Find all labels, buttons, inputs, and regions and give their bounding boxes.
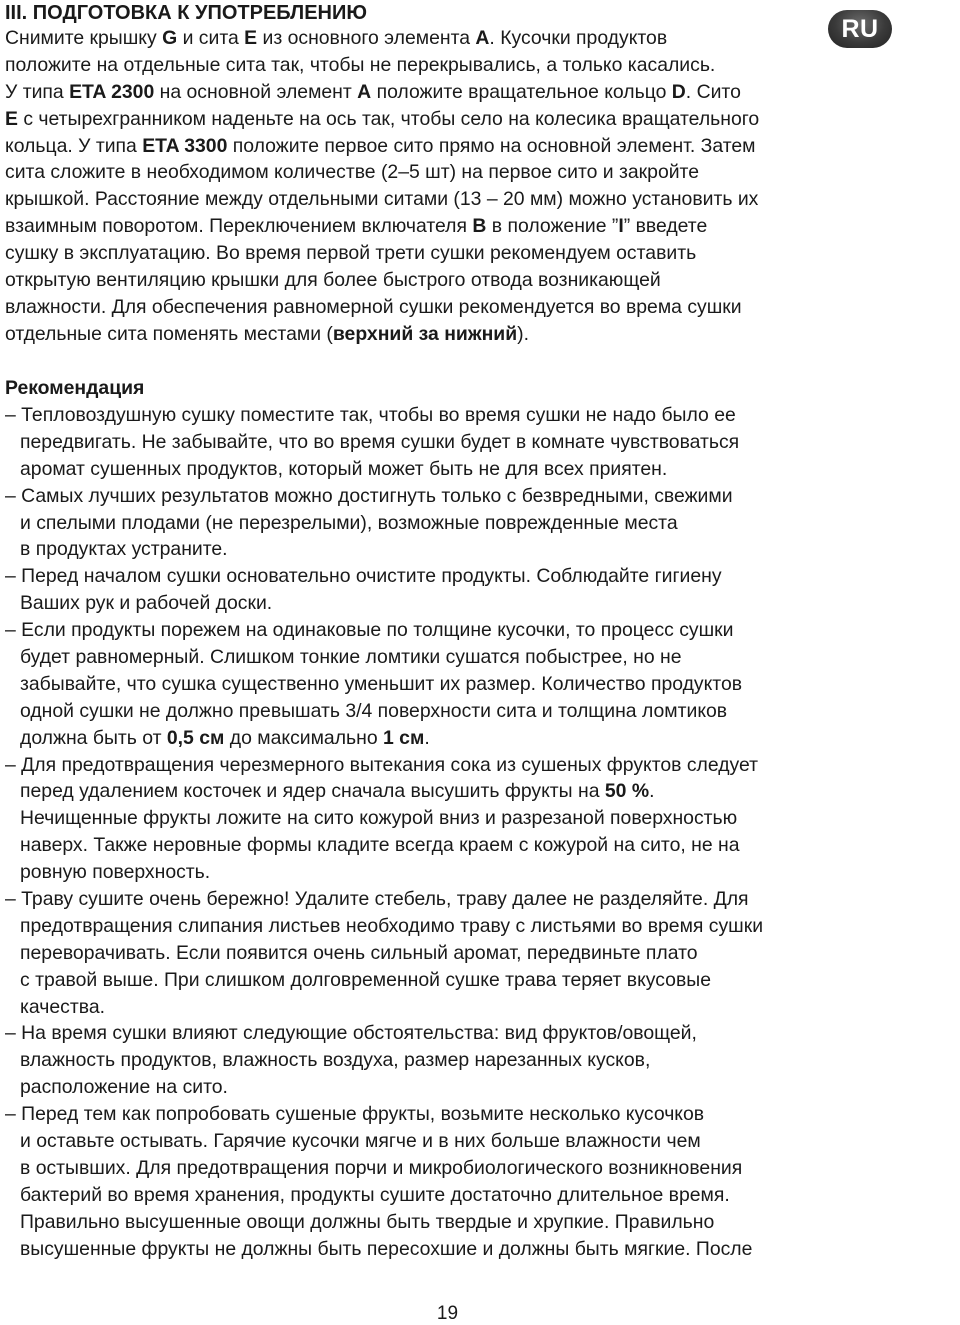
bold-text-run: G [162, 27, 178, 49]
text-run: сита сложите в необходимом количестве (2–5 шт) на первое сито и закройте [5, 161, 700, 184]
text-run: в положение ” [486, 215, 619, 238]
list-item-continuation [5, 429, 955, 456]
list-item-continuation [5, 1155, 955, 1182]
text-run: положите вращательное кольцо [371, 80, 672, 103]
bold-text-run: верхний за нижний [332, 322, 518, 345]
list-item-continuation [5, 1236, 955, 1263]
intro-line [5, 186, 955, 213]
intro-line [5, 240, 955, 267]
text-run: Снимите крышку [5, 27, 163, 49]
bold-text-run: D [671, 80, 686, 103]
bold-text-run: ETA 3300 [142, 134, 228, 157]
text-run: положите первое сито прямо на основной элемент. Затем [227, 134, 756, 157]
text-run: отдельные сита поменять местами ( [5, 322, 333, 345]
bold-text-run: B [472, 215, 487, 238]
list-item [5, 402, 955, 429]
list-item-continuation [5, 913, 955, 940]
list-item-continuation [5, 698, 955, 725]
list-item-continuation [5, 536, 955, 563]
list-item-continuation [5, 510, 955, 537]
list-item [5, 752, 955, 779]
list-item-continuation [5, 671, 955, 698]
text-run: в остывших. Для предотвращения порчи и микробиологического возникновения [20, 1156, 743, 1179]
text-run: – На время сушки влияют следующие обстоятельства: вид фруктов/овощей, [5, 1022, 697, 1045]
intro-paragraph [5, 25, 955, 348]
text-run: Ваших рук и рабочей доски. [20, 592, 273, 615]
text-run: ровную поверхность. [20, 861, 211, 884]
text-run: с четырехгранником наденьте на ось так, чтобы село на колесика вращательного [17, 107, 760, 130]
list-item-continuation [5, 832, 955, 859]
text-run: перед удалением косточек и ядер сначала высушить фрукты на [20, 780, 605, 803]
recommendation-heading: Рекомендация [5, 377, 145, 399]
text-run: Нечищенные фрукты ложите на сито кожурой вниз и разрезаной поверхностью [20, 807, 738, 830]
text-run: . [649, 780, 655, 803]
text-run: и спелыми плодами (не перезрелыми), возможные поврежденные места [20, 511, 678, 534]
text-run: ). [517, 322, 529, 345]
bold-text-run: E [244, 27, 258, 49]
list-item-continuation [5, 1047, 955, 1074]
list-item-continuation [5, 590, 955, 617]
list-item-continuation [5, 1074, 955, 1101]
text-run: взаимным поворотом. Переключением включателя [5, 215, 473, 238]
text-run: предотвращения слипания листьев необходимо траву с листьями во время сушки [20, 914, 764, 937]
text-run: ” введете [623, 215, 708, 238]
recommendation-list [5, 402, 955, 1263]
text-run: наверх. Также неровные формы кладите всегда краем с кожурой на сито, не на [20, 834, 740, 857]
text-run: – Перед тем как попробовать сушеные фрукты, возьмите несколько кусочков [5, 1103, 705, 1126]
bold-text-run: 50 % [604, 780, 650, 803]
text-run: в продуктах устраните. [20, 538, 228, 561]
bold-text-run: 0,5 см [166, 726, 225, 749]
text-run: . Кусочки продуктов [489, 27, 668, 49]
text-run: бактерий во время хранения, продукты сушите достаточно длительное время. [20, 1183, 730, 1206]
list-item [5, 617, 955, 644]
section-title: III. ПОДГОТОВКА К УПОТРЕБЛЕНИЮ [5, 2, 367, 24]
list-item-continuation [5, 1209, 955, 1236]
intro-line [5, 267, 955, 294]
text-run: с травой выше. При слишком долговременной сушке трава теряет вкусовые [20, 968, 711, 991]
text-run: открытую вентиляцию крышки для более быстрого отвода возникающей [5, 269, 661, 292]
list-item-continuation [5, 778, 955, 805]
text-run: – Если продукты порежем на одинаковые по толщине кусочки, то процесс сушки [5, 619, 734, 642]
intro-line [5, 52, 955, 79]
list-item [5, 483, 955, 510]
bold-text-run: 1 см [383, 726, 425, 749]
text-run: влажность продуктов, влажность воздуха, размер нарезанных кусков, [20, 1049, 651, 1072]
intro-line [5, 106, 955, 133]
bold-text-run: ETA 2300 [69, 80, 155, 103]
text-run: до максимально [224, 726, 384, 749]
text-run: – Перед началом сушки основательно очистите продукты. Соблюдайте гигиену [5, 565, 722, 588]
intro-line [5, 321, 955, 348]
text-run: и оставьте остывать. Гарячие кусочки мягче и в них больше влажности чем [20, 1130, 701, 1153]
text-run: сушку в эксплуатацию. Во время первой трети сушки рекомендуем оставить [5, 242, 697, 265]
list-item [5, 886, 955, 913]
text-run: будет равномерный. Слишком тонкие ломтики сушатся побыстрее, но не [20, 646, 682, 669]
bold-text-run: I [618, 215, 624, 238]
text-run: на основной элемент [154, 80, 358, 103]
text-run: аромат сушенных продуктов, который может быть не для всех приятен. [20, 457, 668, 480]
language-badge: RU [828, 10, 892, 48]
text-run: У типа [5, 80, 70, 103]
intro-line [5, 133, 955, 160]
intro-line [5, 79, 955, 106]
text-run: – Траву сушите очень бережно! Удалите стебель, траву далее не разделяйте. Для [5, 888, 749, 911]
intro-line [5, 294, 955, 321]
text-run: должна быть от [20, 726, 167, 749]
text-run: качества. [20, 995, 105, 1018]
text-run: – Самых лучших результатов можно достигнуть только с безвредными, свежими [5, 484, 733, 507]
list-item-continuation [5, 805, 955, 832]
text-run: передвигать. Не забывайте, что во время сушки будет в комнате чувствоваться [20, 430, 740, 453]
text-run: из основного элемента [257, 27, 476, 49]
text-run: кольца. У типа [5, 134, 143, 157]
bold-text-run: A [475, 27, 490, 49]
list-item [5, 1020, 955, 1047]
list-item-continuation [5, 1128, 955, 1155]
list-item-continuation [5, 1182, 955, 1209]
intro-line [5, 213, 955, 240]
text-run: – Тепловоздушную сушку поместите так, чтобы во время сушки не надо было ее [5, 404, 736, 426]
bold-text-run: A [357, 80, 372, 103]
text-run: положите на отдельные сита так, чтобы не перекрывались, а только касались. [5, 53, 716, 76]
list-item-continuation [5, 644, 955, 671]
list-item-continuation [5, 940, 955, 967]
intro-line [5, 25, 955, 52]
text-run: одной сушки не должно превышать 3/4 поверхности сита и толщина ломтиков [20, 699, 728, 722]
text-run: Правильно высушенные овощи должны быть твердые и хрупкие. Правильно [20, 1210, 715, 1233]
page-number: 19 [436, 1303, 459, 1324]
text-run: крышкой. Расстояние между отдельными ситами (13 – 20 мм) можно установить их [5, 188, 759, 211]
text-run: высушенные фрукты не должны быть пересохшие и должны быть мягкие. После [20, 1237, 753, 1260]
list-item-continuation [5, 994, 955, 1021]
bold-text-run: E [5, 107, 18, 130]
list-item [5, 1101, 955, 1128]
text-run: переворачивать. Если появится очень сильный аромат, передвиньте плато [20, 941, 698, 964]
text-run: . Сито [685, 80, 741, 103]
list-item-continuation [5, 456, 955, 483]
text-run: . [424, 726, 430, 749]
text-run: влажности. Для обеспечения равномерной сушки рекомендуется во врема сушки [5, 295, 742, 318]
text-run: расположение на сито. [20, 1076, 228, 1099]
list-item-continuation [5, 967, 955, 994]
text-run: забывайте, что сушка существенно уменьшит их размер. Количество продуктов [20, 672, 743, 695]
intro-line [5, 159, 955, 186]
list-item [5, 563, 955, 590]
list-item-continuation [5, 859, 955, 886]
list-item-continuation [5, 725, 955, 752]
text-run: и сита [177, 27, 245, 49]
text-run: – Для предотвращения черезмерного вытекания сока из сушеных фруктов следует [5, 753, 759, 776]
